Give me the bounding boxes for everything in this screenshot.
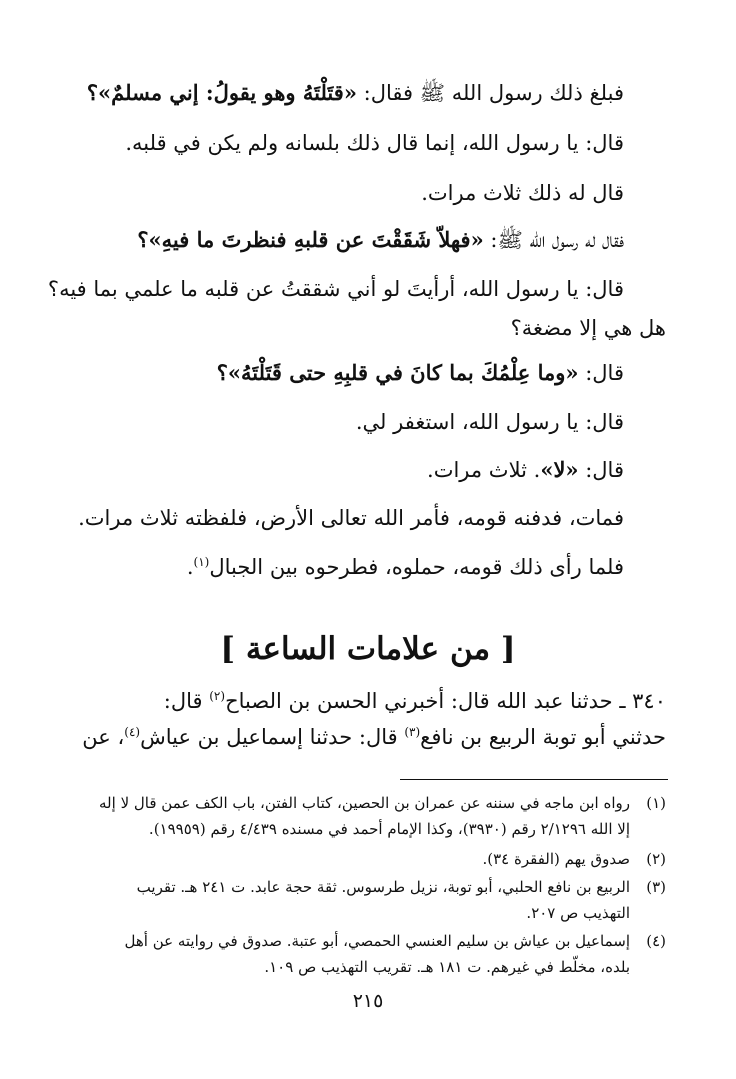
section-heading: [ من علامات الساعة ] xyxy=(220,631,516,667)
footnote-divider xyxy=(400,779,668,780)
text-line-11: فلما رأى ذلك قومه، حملوه، فطرحوه بين الجبال$^{(١)}$. xyxy=(186,555,624,579)
text-line-3: قال له ذلك ثلاث مرات. xyxy=(421,181,624,205)
footnote-2: (٢)صدوق يهم (الفقرة ٣٤). xyxy=(482,850,666,868)
text-line-1: فبلغ ذلك رسول الله ﷺ فقال: «قتَلْتَهُ وهو يقولُ: إني مسلمٌ»؟ xyxy=(86,80,624,105)
text-line-5: قال: يا رسول الله، أرأيتَ لو أني شققتُ عن قلبه ما علمي بما فيه؟ xyxy=(47,277,624,301)
text-line-6: هل هي إلا مضغة؟ xyxy=(510,316,666,340)
prophet-quote: «قتَلْتَهُ وهو يقولُ: إني مسلمٌ»؟ xyxy=(86,80,357,105)
text-line-10: فمات، فدفنه قومه، فأمر الله تعالى الأرض، فلفظته ثلاث مرات. xyxy=(78,506,624,530)
footnote-3: (٣)الربيع بن نافع الحلبي، أبو توبة، نزيل طرسوس. ثقة حجة عابد. ت ٢٤١ هـ. تقريب التهذيب ص ٢٠٧. xyxy=(136,878,666,922)
page-number: ٢١٥ xyxy=(352,990,384,1012)
text-line-4: فقال له رسول الله ﷺ: «فهلاّ شَقَقْتَ عن قلبهِ فنظرتَ ما فيهِ»؟ xyxy=(137,227,624,252)
prophet-quote: «وما عِلْمُكَ بما كانَ في قلبِهِ حتى قَتَلْتَهُ»؟ xyxy=(216,360,579,385)
footnote-ref-4: (٤) xyxy=(124,725,141,739)
footnote-ref-3: (٣) xyxy=(404,725,421,739)
footnote-ref-2: (٢) xyxy=(209,689,226,703)
hadith-line-2: حدثني أبو توبة الربيع بن نافع$^{(٣)}$ قال: حدثنا إسماعيل بن عياش$^{(٤)}$، عن xyxy=(82,725,666,749)
text-line-8: قال: يا رسول الله، استغفر لي. xyxy=(355,410,624,434)
prophet-quote: «لا» xyxy=(540,457,579,482)
hadith-line-1: ٣٤٠ ـ حدثنا عبد الله قال: أخبرني الحسن بن الصباح$^{(٢)}$ قال: xyxy=(163,689,666,713)
text-line-9: قال: «لا». ثلاث مرات. xyxy=(427,457,624,482)
text-line-2: قال: يا رسول الله، إنما قال ذلك بلسانه ولم يكن في قلبه. xyxy=(125,131,624,155)
footnote-4: (٤)إسماعيل بن عياش بن سليم العنسي الحمصي، أبو عتبة. صدوق في روايته عن أهل بلده، مخلّط في غيرهم. ت ١٨١ هـ. تقريب التهذيب ص ١٠٩. xyxy=(124,932,666,976)
text-line-7: قال: «وما عِلْمُكَ بما كانَ في قلبِهِ حتى قَتَلْتَهُ»؟ xyxy=(216,360,624,385)
prophet-quote: «فهلاّ شَقَقْتَ عن قلبهِ فنظرتَ ما فيهِ»؟ xyxy=(137,227,484,252)
footnote-1: (١)رواه ابن ماجه في سننه عن عمران بن الحصين، كتاب الفتن، باب الكف عمن قال لا إله إلا الله ٢/١٢٩٦ رقم (٣٩٣٠)، وكذا الإمام أحمد في مسنده ٤/٤٣٩ رقم (١٩٩٥٩). xyxy=(99,794,666,838)
footnote-ref-1: (١) xyxy=(193,555,210,569)
